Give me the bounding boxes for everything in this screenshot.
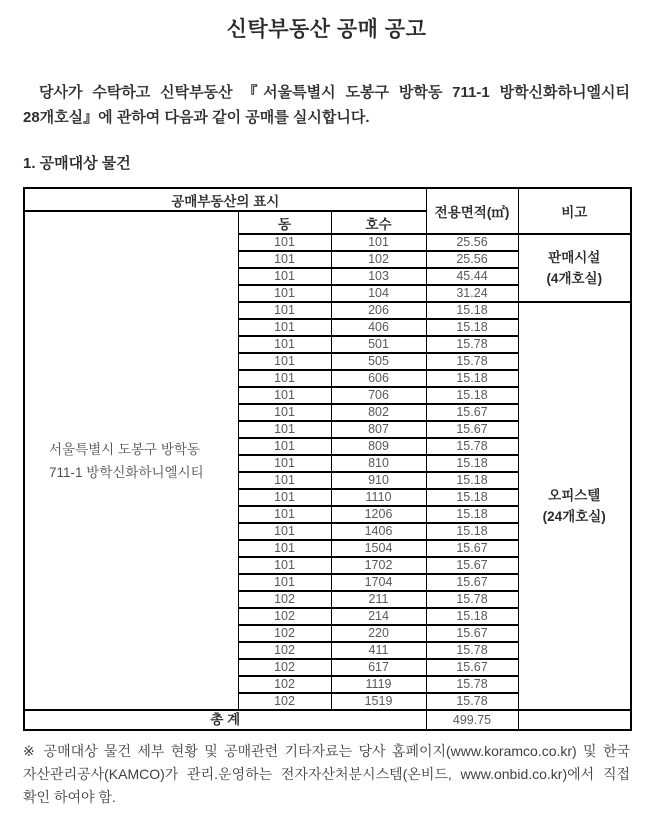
total-row bbox=[24, 710, 631, 730]
cell-dong: 101 bbox=[238, 506, 331, 523]
cell-hosu: 1110 bbox=[331, 489, 426, 506]
remarks-sublabel: (4개호실) bbox=[546, 271, 603, 286]
cell-hosu: 802 bbox=[331, 404, 426, 421]
cell-area: 15.67 bbox=[426, 421, 518, 438]
cell-area: 25.56 bbox=[426, 251, 518, 268]
cell-dong: 101 bbox=[238, 336, 331, 353]
cell-hosu: 220 bbox=[331, 625, 426, 642]
cell-area: 15.18 bbox=[426, 608, 518, 625]
total-remarks-cell bbox=[518, 710, 631, 730]
cell-hosu: 810 bbox=[331, 455, 426, 472]
cell-dong: 101 bbox=[238, 234, 331, 251]
cell-hosu: 1704 bbox=[331, 574, 426, 591]
cell-dong: 101 bbox=[238, 557, 331, 574]
cell-hosu: 406 bbox=[331, 319, 426, 336]
section-heading: 1. 공매대상 물건 bbox=[23, 155, 131, 172]
cell-area: 15.18 bbox=[426, 387, 518, 404]
cell-dong: 101 bbox=[238, 404, 331, 421]
remarks-cell bbox=[518, 302, 631, 710]
cell-area: 15.78 bbox=[426, 353, 518, 370]
remarks-label: 판매시설 bbox=[548, 250, 601, 265]
intro-paragraph: 당사가 수탁하고 신탁부동산 『서울특별시 도봉구 방학동 711-1 방학신화하니엘시티 28개호실』에 관하여 다음과 같이 공매를 실시합니다. bbox=[23, 84, 630, 126]
cell-dong: 101 bbox=[238, 285, 331, 302]
cell-area: 25.56 bbox=[426, 234, 518, 251]
cell-dong: 102 bbox=[238, 625, 331, 642]
cell-dong: 102 bbox=[238, 608, 331, 625]
cell-area: 15.78 bbox=[426, 693, 518, 710]
cell-area: 15.78 bbox=[426, 591, 518, 608]
cell-area: 15.67 bbox=[426, 659, 518, 676]
cell-hosu: 102 bbox=[331, 251, 426, 268]
cell-dong: 101 bbox=[238, 472, 331, 489]
col-header-property-description: 공매부동산의 표시 bbox=[24, 188, 426, 211]
cell-hosu: 1702 bbox=[331, 557, 426, 574]
cell-area: 15.18 bbox=[426, 489, 518, 506]
cell-area: 15.67 bbox=[426, 557, 518, 574]
total-label: 총 계 bbox=[24, 710, 426, 730]
remarks-sublabel: (24개호실) bbox=[542, 509, 606, 524]
cell-area: 15.78 bbox=[426, 676, 518, 693]
cell-dong: 101 bbox=[238, 540, 331, 557]
cell-dong: 101 bbox=[238, 574, 331, 591]
cell-dong: 102 bbox=[238, 642, 331, 659]
cell-area: 15.78 bbox=[426, 438, 518, 455]
cell-area: 15.18 bbox=[426, 472, 518, 489]
cell-area: 15.18 bbox=[426, 370, 518, 387]
cell-dong: 101 bbox=[238, 353, 331, 370]
cell-hosu: 206 bbox=[331, 302, 426, 319]
cell-area: 45.44 bbox=[426, 268, 518, 285]
cell-area: 15.67 bbox=[426, 404, 518, 421]
cell-hosu: 1119 bbox=[331, 676, 426, 693]
address-line-2: 711-1 방학신화하니엘시티 bbox=[49, 464, 204, 480]
footnote: ※ 공매대상 물건 세부 현황 및 공매관련 기타자료는 당사 홈페이지(www.koramco.co.kr) 및 한국 자산관리공사(KAMCO)가 관리.운영하는 전자자산처분시스템(온비드, www.onbid.co.kr)에서 직접 확인 하여야 함. bbox=[23, 743, 630, 805]
cell-area: 15.78 bbox=[426, 336, 518, 353]
cell-area: 15.18 bbox=[426, 506, 518, 523]
cell-hosu: 104 bbox=[331, 285, 426, 302]
cell-hosu: 807 bbox=[331, 421, 426, 438]
cell-area: 15.67 bbox=[426, 540, 518, 557]
cell-hosu: 706 bbox=[331, 387, 426, 404]
address-line-1: 서울특별시 도봉구 방학동 bbox=[49, 441, 200, 457]
cell-hosu: 505 bbox=[331, 353, 426, 370]
cell-area: 15.18 bbox=[426, 455, 518, 472]
property-table bbox=[23, 187, 632, 731]
cell-dong: 102 bbox=[238, 591, 331, 608]
cell-dong: 101 bbox=[238, 455, 331, 472]
cell-hosu: 101 bbox=[331, 234, 426, 251]
cell-hosu: 617 bbox=[331, 659, 426, 676]
cell-hosu: 1519 bbox=[331, 693, 426, 710]
cell-dong: 102 bbox=[238, 659, 331, 676]
cell-hosu: 211 bbox=[331, 591, 426, 608]
cell-area: 15.18 bbox=[426, 523, 518, 540]
col-header-remarks: 비고 bbox=[518, 188, 631, 234]
cell-hosu: 501 bbox=[331, 336, 426, 353]
table-header-row bbox=[24, 188, 631, 211]
remarks-cell bbox=[518, 234, 631, 302]
total-area-value: 499.75 bbox=[426, 710, 518, 730]
col-header-exclusive-area: 전용면적(㎡) bbox=[426, 188, 518, 234]
cell-hosu: 411 bbox=[331, 642, 426, 659]
cell-hosu: 910 bbox=[331, 472, 426, 489]
cell-dong: 101 bbox=[238, 302, 331, 319]
cell-hosu: 1206 bbox=[331, 506, 426, 523]
cell-dong: 102 bbox=[238, 676, 331, 693]
cell-dong: 101 bbox=[238, 523, 331, 540]
cell-dong: 101 bbox=[238, 438, 331, 455]
cell-area: 31.24 bbox=[426, 285, 518, 302]
col-header-dong: 동 bbox=[238, 211, 331, 234]
cell-area: 15.18 bbox=[426, 302, 518, 319]
cell-dong: 101 bbox=[238, 268, 331, 285]
cell-dong: 101 bbox=[238, 421, 331, 438]
cell-dong: 101 bbox=[238, 251, 331, 268]
cell-area: 15.18 bbox=[426, 319, 518, 336]
cell-dong: 101 bbox=[238, 319, 331, 336]
cell-hosu: 1406 bbox=[331, 523, 426, 540]
cell-area: 15.67 bbox=[426, 574, 518, 591]
cell-dong: 101 bbox=[238, 387, 331, 404]
page-title: 신탁부동산 공매 공고 bbox=[226, 18, 427, 41]
cell-dong: 102 bbox=[238, 693, 331, 710]
cell-area: 15.67 bbox=[426, 625, 518, 642]
cell-dong: 101 bbox=[238, 370, 331, 387]
cell-hosu: 1504 bbox=[331, 540, 426, 557]
cell-dong: 101 bbox=[238, 489, 331, 506]
col-header-hosu: 호수 bbox=[331, 211, 426, 234]
cell-hosu: 809 bbox=[331, 438, 426, 455]
address-cell bbox=[24, 211, 238, 710]
remarks-label: 오피스텔 bbox=[548, 488, 601, 503]
cell-hosu: 606 bbox=[331, 370, 426, 387]
cell-hosu: 103 bbox=[331, 268, 426, 285]
cell-area: 15.78 bbox=[426, 642, 518, 659]
cell-hosu: 214 bbox=[331, 608, 426, 625]
